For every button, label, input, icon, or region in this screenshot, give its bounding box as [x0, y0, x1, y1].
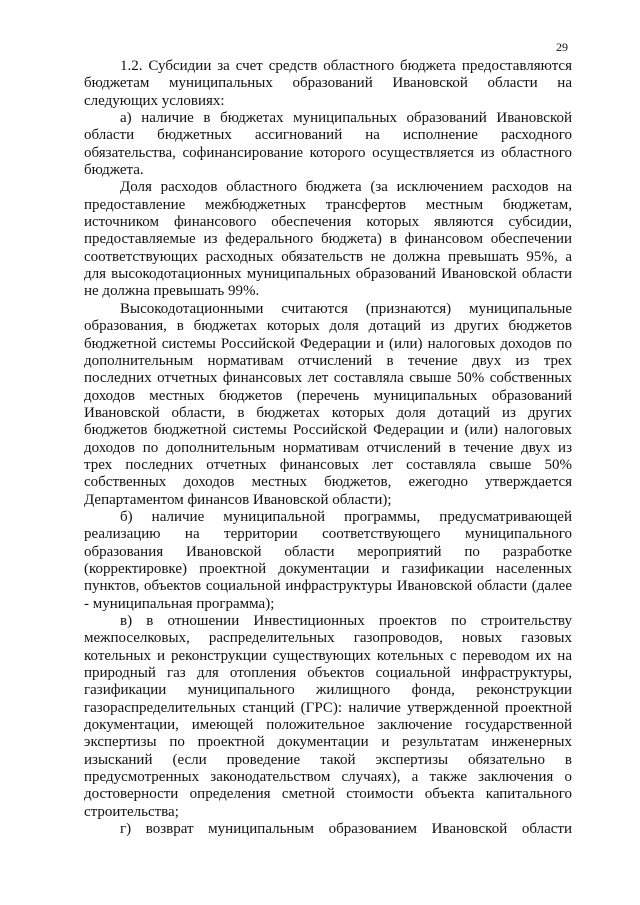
text-line: доходов по дополнительным нормативам отчислений в течение двух из	[84, 439, 572, 456]
page-number: 29	[556, 40, 568, 54]
text-line: бюджетной системы Российской Федерации и (или) налоговых доходов по	[84, 335, 572, 352]
text-line: экспертизы по проектной документации и результатам инженерных	[84, 734, 572, 751]
text-line: Высокодотационными считаются (признаются) муниципальные	[120, 300, 572, 317]
text-line: бюджетов бюджетной системы Российской Федерации и (или) налоговых	[84, 422, 572, 439]
text-line: строительства;	[84, 803, 179, 820]
text-line: а) наличие в бюджетах муниципальных образований Ивановской	[120, 110, 572, 127]
paragraph-p2	[84, 110, 572, 179]
paragraph-p1	[84, 58, 572, 110]
text-line: обязательства, софинансирование которого осуществляется из областного	[84, 144, 572, 161]
text-line: для высокодотационных муниципальных образований Ивановской области	[84, 266, 572, 283]
text-line: межпоселковых, распределительных газопроводов, новых газовых	[84, 630, 572, 647]
text-line: собственных доходов местных бюджетов, ежегодно утверждается	[84, 474, 572, 491]
text-line: в) в отношении Инвестиционных проектов по строительству	[120, 613, 572, 629]
text-line: г) возврат муниципальным образованием Ивановской области	[120, 821, 572, 838]
text-line: газораспределительных станций (ГРС): наличие утвержденной проектной	[84, 699, 572, 716]
text-line: трех последних отчетных финансовых лет составляла свыше 50%	[84, 456, 572, 473]
text-line: не должна превышать 99%.	[84, 283, 260, 300]
text-line: соответствующих расходных обязательств не должна превышать 95%, а	[84, 248, 572, 265]
text-line: последних отчетных финансовых лет составляла свыше 50% собственных	[84, 370, 572, 387]
text-line: предусмотренных законодательством случаях), а также заключения о	[84, 769, 572, 786]
paragraph-p4	[84, 301, 572, 509]
text-line: б) наличие муниципальной программы, предусматривающей	[120, 508, 572, 525]
text-line: 1.2. Субсидии за счет средств областного бюджета предоставляются	[120, 58, 572, 74]
document-body	[84, 58, 572, 838]
text-line: следующих условиях:	[84, 92, 225, 109]
text-line: области бюджетных ассигнований на исполнение расходного	[84, 127, 572, 144]
text-line: образования, в бюджетах которых доля дотаций из других бюджетов	[84, 318, 572, 335]
text-line: образования Ивановской области мероприятий по разработке	[84, 543, 572, 560]
text-line: природный газ для отопления объектов социальной инфраструктуры,	[84, 665, 572, 682]
paragraph-p6	[84, 613, 572, 821]
text-line: реализацию на территории соответствующего муниципального	[84, 526, 572, 543]
text-line: предоставляемые из федерального бюджета) в финансовом обеспечении	[84, 231, 572, 248]
text-line: бюджетам муниципальных образований Ивановской области на	[84, 75, 572, 92]
text-line: - муниципальная программа);	[84, 595, 275, 612]
text-line: Ивановской области, в бюджетах которых доля дотаций из других	[84, 404, 572, 421]
text-line: доходов местных бюджетов (перечень муниципальных образований	[84, 387, 572, 404]
text-line: источником финансового обеспечения которых являются субсидии,	[84, 214, 572, 231]
text-line: Департаментом финансов Ивановской области);	[84, 491, 392, 508]
paragraph-p7	[84, 821, 572, 838]
paragraph-p3	[84, 179, 572, 300]
text-line: бюджета.	[84, 162, 144, 179]
paragraph-p5	[84, 509, 572, 613]
text-line: изысканий (если проведение такой экспертизы обязательно в	[84, 751, 572, 768]
text-line: предоставление межбюджетных трансфертов местным бюджетам,	[84, 196, 572, 213]
text-line: газификации муниципального жилищного фонда, реконструкции	[84, 682, 572, 699]
text-line: пунктов, объектов социальной инфраструктуры Ивановской области (далее	[84, 578, 572, 595]
text-line: котельных и реконструкции существующих котельных с переводом их на	[84, 647, 572, 664]
text-line: достоверности определения сметной стоимости объекта капитального	[84, 786, 572, 803]
text-line: дополнительным нормативам отчислений в течение двух из трех	[84, 352, 572, 369]
text-line: Доля расходов областного бюджета (за исключением расходов на	[120, 179, 572, 196]
text-line: документации, имеющей положительное заключение государственной	[84, 717, 572, 734]
text-line: (корректировке) проектной документации и газификации населенных	[84, 560, 572, 577]
